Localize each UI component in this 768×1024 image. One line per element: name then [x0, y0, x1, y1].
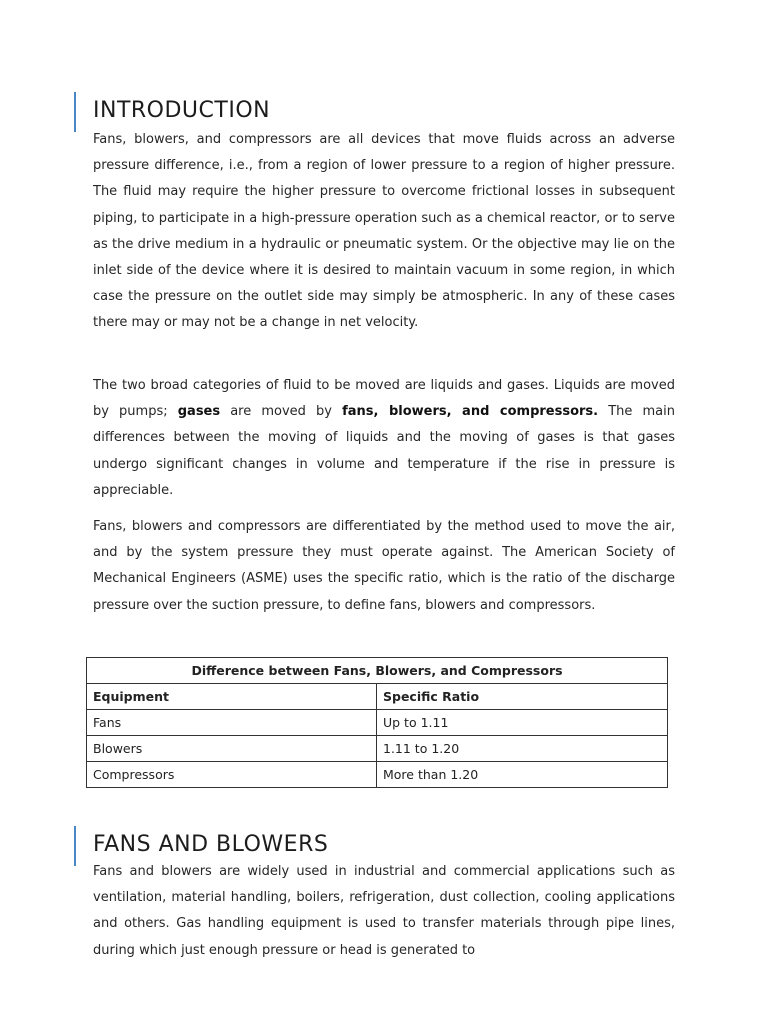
- table-row: [87, 762, 668, 788]
- intro-paragraph-2-text-e: The main differences between the moving of liquids and the moving of gases is that gases undergo significant changes in volume and temperature if the rise in pressure is appreciable.: [93, 404, 675, 498]
- intro-paragraph-2: [93, 373, 675, 504]
- heading-accent-bar: [74, 92, 76, 132]
- table-caption-row: [87, 658, 668, 684]
- table-cell-equipment: Fans: [87, 710, 377, 736]
- fans-paragraph-1: Fans and blowers are widely used in industrial and commercial applications such as ventilation, material handling, boilers, refrigeration, dust collection, cooling applications and others. Gas handling equipment is used to transfer materials through pipe lines, during which just enough pressure or head is generated to: [93, 864, 675, 958]
- fans-heading: FANS AND BLOWERS: [93, 832, 329, 857]
- intro-heading: INTRODUCTION: [93, 98, 271, 123]
- specific-ratio-table: [86, 657, 668, 788]
- intro-paragraph-2-bold-devices: fans, blowers, and compressors.: [342, 404, 599, 420]
- table-row: [87, 710, 668, 736]
- table-cell-equipment: Blowers: [87, 736, 377, 762]
- table-cell-ratio: More than 1.20: [377, 762, 668, 788]
- table-cell-ratio: 1.11 to 1.20: [377, 736, 668, 762]
- table-caption: Difference between Fans, Blowers, and Compressors: [87, 658, 668, 684]
- intro-paragraph-2-text-c: are moved by: [220, 404, 343, 420]
- intro-paragraph-3: Fans, blowers and compressors are differentiated by the method used to move the air, and by the system pressure they must operate against. The American Society of Mechanical Engineers (ASME) uses the specific ratio, which is the ratio of the discharge pressure over the suction pressure, to define fans, blowers and compressors.: [93, 519, 675, 613]
- table-header-specific-ratio: Specific Ratio: [377, 684, 668, 710]
- table-cell-ratio: Up to 1.11: [377, 710, 668, 736]
- table-row: [87, 736, 668, 762]
- heading-accent-bar: [74, 826, 76, 866]
- table-header-row: [87, 684, 668, 710]
- intro-paragraph-2-bold-gases: gases: [177, 404, 221, 420]
- table-header-equipment: Equipment: [87, 684, 377, 710]
- table-cell-equipment: Compressors: [87, 762, 377, 788]
- intro-paragraph-1: Fans, blowers, and compressors are all devices that move fluids across an adverse pressure difference, i.e., from a region of lower pressure to a region of higher pressure. The fluid may require the higher pressure to overcome frictional losses in subsequent piping, to participate in a high-pressure operation such as a chemical reactor, or to serve as the drive medium in a hydraulic or pneumatic system. Or the objective may lie on the inlet side of the device where it is desired to maintain vacuum in some region, in which case the pressure on the outlet side may simply be atmospheric. In any of these cases there may or may not be a change in net velocity.: [93, 132, 675, 331]
- intro-paragraph-2-text-a: The two broad categories of fluid to be moved are liquids and gases. Liquids are moved by pumps;: [93, 378, 675, 420]
